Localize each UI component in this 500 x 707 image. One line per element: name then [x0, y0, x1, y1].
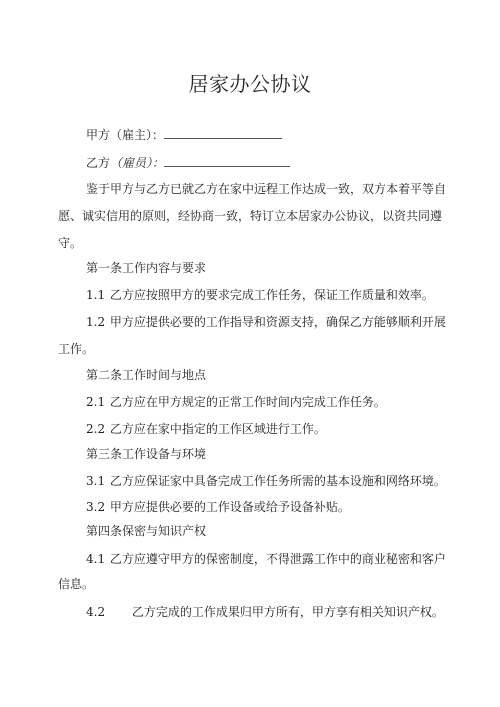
clause-2-1-number: 2.1: [86, 395, 106, 409]
clause-3-2: [86, 499, 466, 515]
clause-1-1-number: 1.1: [86, 288, 106, 302]
party-b-label: 乙方: [86, 156, 111, 170]
clause-1-2-number: 1.2: [86, 315, 106, 329]
clause-2-2-number: 2.2: [86, 422, 106, 436]
clause-4-1-continued: 信息。: [58, 577, 95, 591]
party-b-blank[interactable]: [164, 154, 290, 167]
clause-2-2-text: 乙方应在家中指定的工作区域进行工作。: [109, 422, 326, 436]
document-title: 居家办公协议: [188, 72, 312, 96]
article-1-title: 第一条工作内容与要求: [86, 261, 207, 275]
clause-3-2-text: 甲方应提供必要的工作设备或给予设备补贴。: [109, 500, 350, 514]
clause-4-1: [86, 551, 466, 567]
clause-3-1-number: 3.1: [86, 474, 106, 488]
clause-3-1-text: 乙方应保证家中具备完成工作任务所需的基本设施和网络环境。: [109, 474, 446, 488]
intro-line-2: 愿、诚实信用的原则，经协商一致，特订立本居家办公协议，以资共同遵: [58, 209, 443, 223]
clause-2-1: [86, 394, 466, 410]
clause-3-2-number: 3.2: [86, 500, 106, 514]
intro-line-3: 守。: [58, 236, 83, 250]
party-b-line: [86, 154, 466, 171]
clause-2-1-text: 乙方应在甲方规定的正常工作时间内完成工作任务。: [109, 395, 386, 409]
clause-3-1: [86, 473, 466, 489]
party-a-blank[interactable]: [164, 126, 282, 139]
party-b-label-paren: （雇员）：: [110, 156, 165, 170]
clause-4-2-text: 乙方完成的工作成果归甲方所有，甲方享有相关知识产权。: [131, 605, 444, 619]
article-2-title: 第二条工作时间与地点: [86, 368, 207, 382]
clause-1-2-text: 甲方应提供必要的工作指导和资源支持，确保乙方能够顺利开展: [109, 315, 446, 329]
clause-1-2: [86, 314, 466, 330]
clause-4-2-number: 4.2: [86, 605, 106, 619]
clause-1-2-continued: 工作。: [58, 342, 95, 356]
party-a-line: [86, 126, 466, 143]
clause-2-2: [86, 421, 466, 437]
clause-4-1-number: 4.1: [86, 552, 106, 566]
clause-1-1: [86, 287, 466, 303]
article-3-title: 第三条工作设备与环境: [86, 447, 207, 461]
clause-1-1-text: 乙方应按照甲方的要求完成工作任务，保证工作质量和效率。: [109, 288, 434, 302]
intro-line-1: 鉴于甲方与乙方已就乙方在家中远程工作达成一致，双方本着平等自: [86, 182, 447, 196]
article-4-title: 第四条保密与知识产权: [86, 524, 207, 538]
clause-4-1-text: 乙方应遵守甲方的保密制度，不得泄露工作中的商业秘密和客户: [109, 552, 446, 566]
clause-4-2: [86, 604, 466, 620]
party-a-label: 甲方（雇主）：: [86, 128, 165, 142]
